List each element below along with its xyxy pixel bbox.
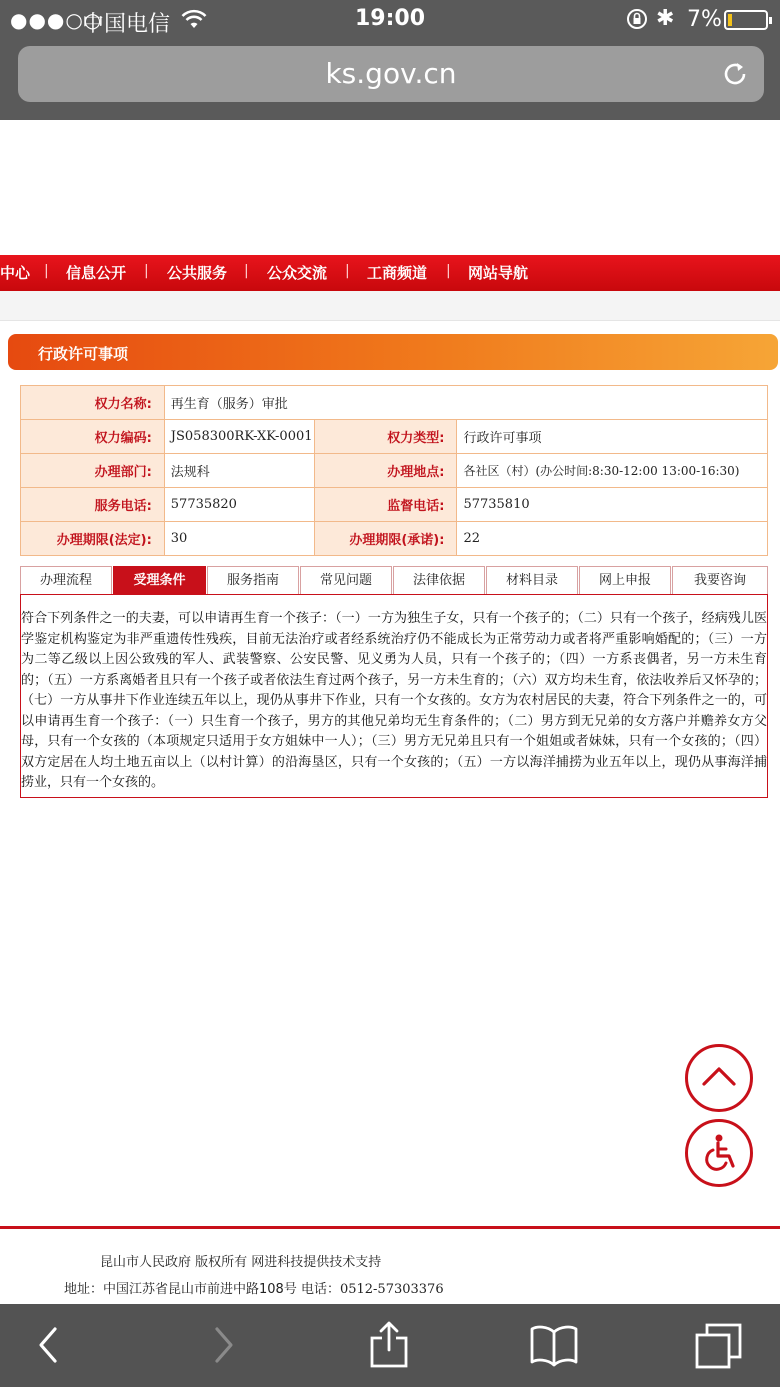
location-label: 办理地点: bbox=[314, 454, 457, 488]
section-header bbox=[8, 334, 778, 370]
tab-content bbox=[20, 594, 768, 798]
url-text: ks.gov.cn bbox=[325, 57, 457, 90]
address-bar[interactable] bbox=[18, 46, 764, 102]
table-row bbox=[21, 488, 768, 522]
info-table bbox=[20, 385, 768, 556]
supervise-phone-label: 监督电话: bbox=[314, 488, 457, 522]
bookmarks-icon[interactable] bbox=[529, 1320, 579, 1370]
rotation-lock-icon bbox=[626, 8, 648, 30]
tab-consult[interactable]: 我要咨询 bbox=[672, 566, 768, 594]
power-name-label: 权力名称: bbox=[21, 386, 165, 420]
section-title: 行政许可事项 bbox=[38, 345, 129, 363]
nav-item-site-navigation[interactable]: 网站导航 bbox=[468, 264, 529, 282]
reload-icon[interactable] bbox=[720, 59, 750, 89]
wheelchair-icon bbox=[688, 1122, 750, 1184]
nav-separator: | bbox=[345, 263, 350, 279]
tab-bar bbox=[20, 566, 768, 594]
tab-acceptance-conditions[interactable]: 受理条件 bbox=[113, 566, 206, 594]
tab-service-guide[interactable]: 服务指南 bbox=[207, 566, 299, 594]
nav-separator: | bbox=[244, 263, 249, 279]
battery-percent: 7% bbox=[687, 7, 722, 32]
main-nav bbox=[0, 255, 780, 291]
nav-separator: | bbox=[44, 263, 49, 279]
back-icon[interactable] bbox=[24, 1320, 74, 1370]
tabs-icon[interactable] bbox=[694, 1320, 744, 1370]
legal-period-label: 办理期限(法定): bbox=[21, 522, 165, 556]
nav-item-info-disclosure[interactable]: 信息公开 bbox=[66, 264, 127, 282]
conditions-text: 符合下列条件之一的夫妻，可以申请再生育一个孩子：（一）一方为独生子女，只有一个孩子的；（二）只有一个孩子，经病残儿医学鉴定机构鉴定为非严重遗传性残疾，目前无法治疗或者经系统治疗仍不能成长为正常劳动力或者将严重影响婚配的；（三）一方为二等乙级以上因公致残的军人、武装警察、公安民警、见义勇为人员，只有一个孩子的；（四）一方系丧偶者，另一方未生育的；（五）一方系离婚者且只有一个孩子或者依法生育过两个孩子，另一方未生育的；（六）双方均未生育，依法收养后又怀孕的；（七）一方从事井下作业连续五年以上，现仍从事井下作业，只有一个女孩的。女方为农村居民的夫妻，符合下列条件之一的，可以申请再生育一个孩子：（一）只生育一个孩子，男方的其他兄弟均无生育条件的；（二）男方到无兄弟的女方落户并赡养女方父母，只有一个女孩的（本项规定只适用于女方姐妹中一人）；（三）男方无兄弟且只有一个姐姐或者妹妹，只有一个女孩的；（四）双方定居在人均土地五亩以上（以村计算）的沿海垦区，只有一个女孩的；（五）一方以海洋捕捞为业五年以上，现仍从事海洋捕捞业，只有一个女孩的。 bbox=[21, 611, 767, 790]
battery-icon bbox=[724, 10, 768, 30]
dept-label: 办理部门: bbox=[21, 454, 165, 488]
service-phone-value: 57735820 bbox=[164, 488, 314, 522]
bluetooth-icon: ✱ bbox=[656, 6, 675, 31]
footer-divider bbox=[0, 1226, 780, 1229]
share-icon[interactable] bbox=[364, 1320, 414, 1370]
power-code-label: 权力编码: bbox=[21, 420, 165, 454]
supervise-phone-value: 57735810 bbox=[457, 488, 768, 522]
power-code-value: JS058300RK-XK-0001 bbox=[164, 420, 314, 454]
clock: 19:00 bbox=[354, 6, 426, 31]
power-name-value: 再生育（服务）审批 bbox=[164, 386, 767, 420]
location-value: 各社区（村）(办公时间:8:30-12:00 13:00-16:30) bbox=[457, 454, 768, 488]
table-row bbox=[21, 454, 768, 488]
browser-toolbar bbox=[0, 1304, 780, 1387]
accessibility-button[interactable] bbox=[685, 1119, 753, 1187]
nav-item-business-channel[interactable]: 工商频道 bbox=[367, 264, 428, 282]
chevron-up-icon bbox=[688, 1047, 750, 1109]
nav-item-public-service[interactable]: 公共服务 bbox=[167, 264, 228, 282]
tab-materials[interactable]: 材料目录 bbox=[486, 566, 578, 594]
tab-legal-basis[interactable]: 法律依据 bbox=[393, 566, 485, 594]
tab-online-apply[interactable]: 网上申报 bbox=[579, 566, 671, 594]
power-type-label: 权力类型: bbox=[314, 420, 457, 454]
nav-separator: | bbox=[144, 263, 149, 279]
forward-icon[interactable] bbox=[198, 1320, 248, 1370]
table-row bbox=[21, 522, 768, 556]
table-row bbox=[21, 386, 768, 420]
signal-strength: ●●●○○ bbox=[10, 8, 103, 32]
tab-process[interactable]: 办理流程 bbox=[20, 566, 112, 594]
footer-phone: 0512-57303376 bbox=[339, 1282, 444, 1297]
nav-item-center[interactable]: 中心 bbox=[0, 264, 31, 282]
dept-value: 法规科 bbox=[164, 454, 314, 488]
promised-period-value: 22 bbox=[457, 522, 768, 556]
footer-copyright: 昆山市人民政府 版权所有 网进科技提供技术支持 bbox=[100, 1255, 382, 1270]
promised-period-label: 办理期限(承诺): bbox=[314, 522, 457, 556]
tab-faq[interactable]: 常见问题 bbox=[300, 566, 392, 594]
status-bar bbox=[0, 0, 780, 40]
service-phone-label: 服务电话: bbox=[21, 488, 165, 522]
header-banner bbox=[0, 120, 780, 255]
carrier-name: 中国电信 bbox=[82, 12, 171, 37]
table-row bbox=[21, 420, 768, 454]
legal-period-value: 30 bbox=[164, 522, 314, 556]
nav-item-public-exchange[interactable]: 公众交流 bbox=[267, 264, 328, 282]
power-type-value: 行政许可事项 bbox=[457, 420, 768, 454]
sub-nav-strip bbox=[0, 291, 780, 321]
browser-chrome bbox=[0, 40, 780, 120]
nav-separator: | bbox=[446, 263, 451, 279]
footer-address bbox=[64, 1278, 444, 1297]
footer-address-label: 地址：中国江苏省昆山市前进中路108号 电话： bbox=[64, 1282, 340, 1297]
back-to-top-button[interactable] bbox=[685, 1044, 753, 1112]
